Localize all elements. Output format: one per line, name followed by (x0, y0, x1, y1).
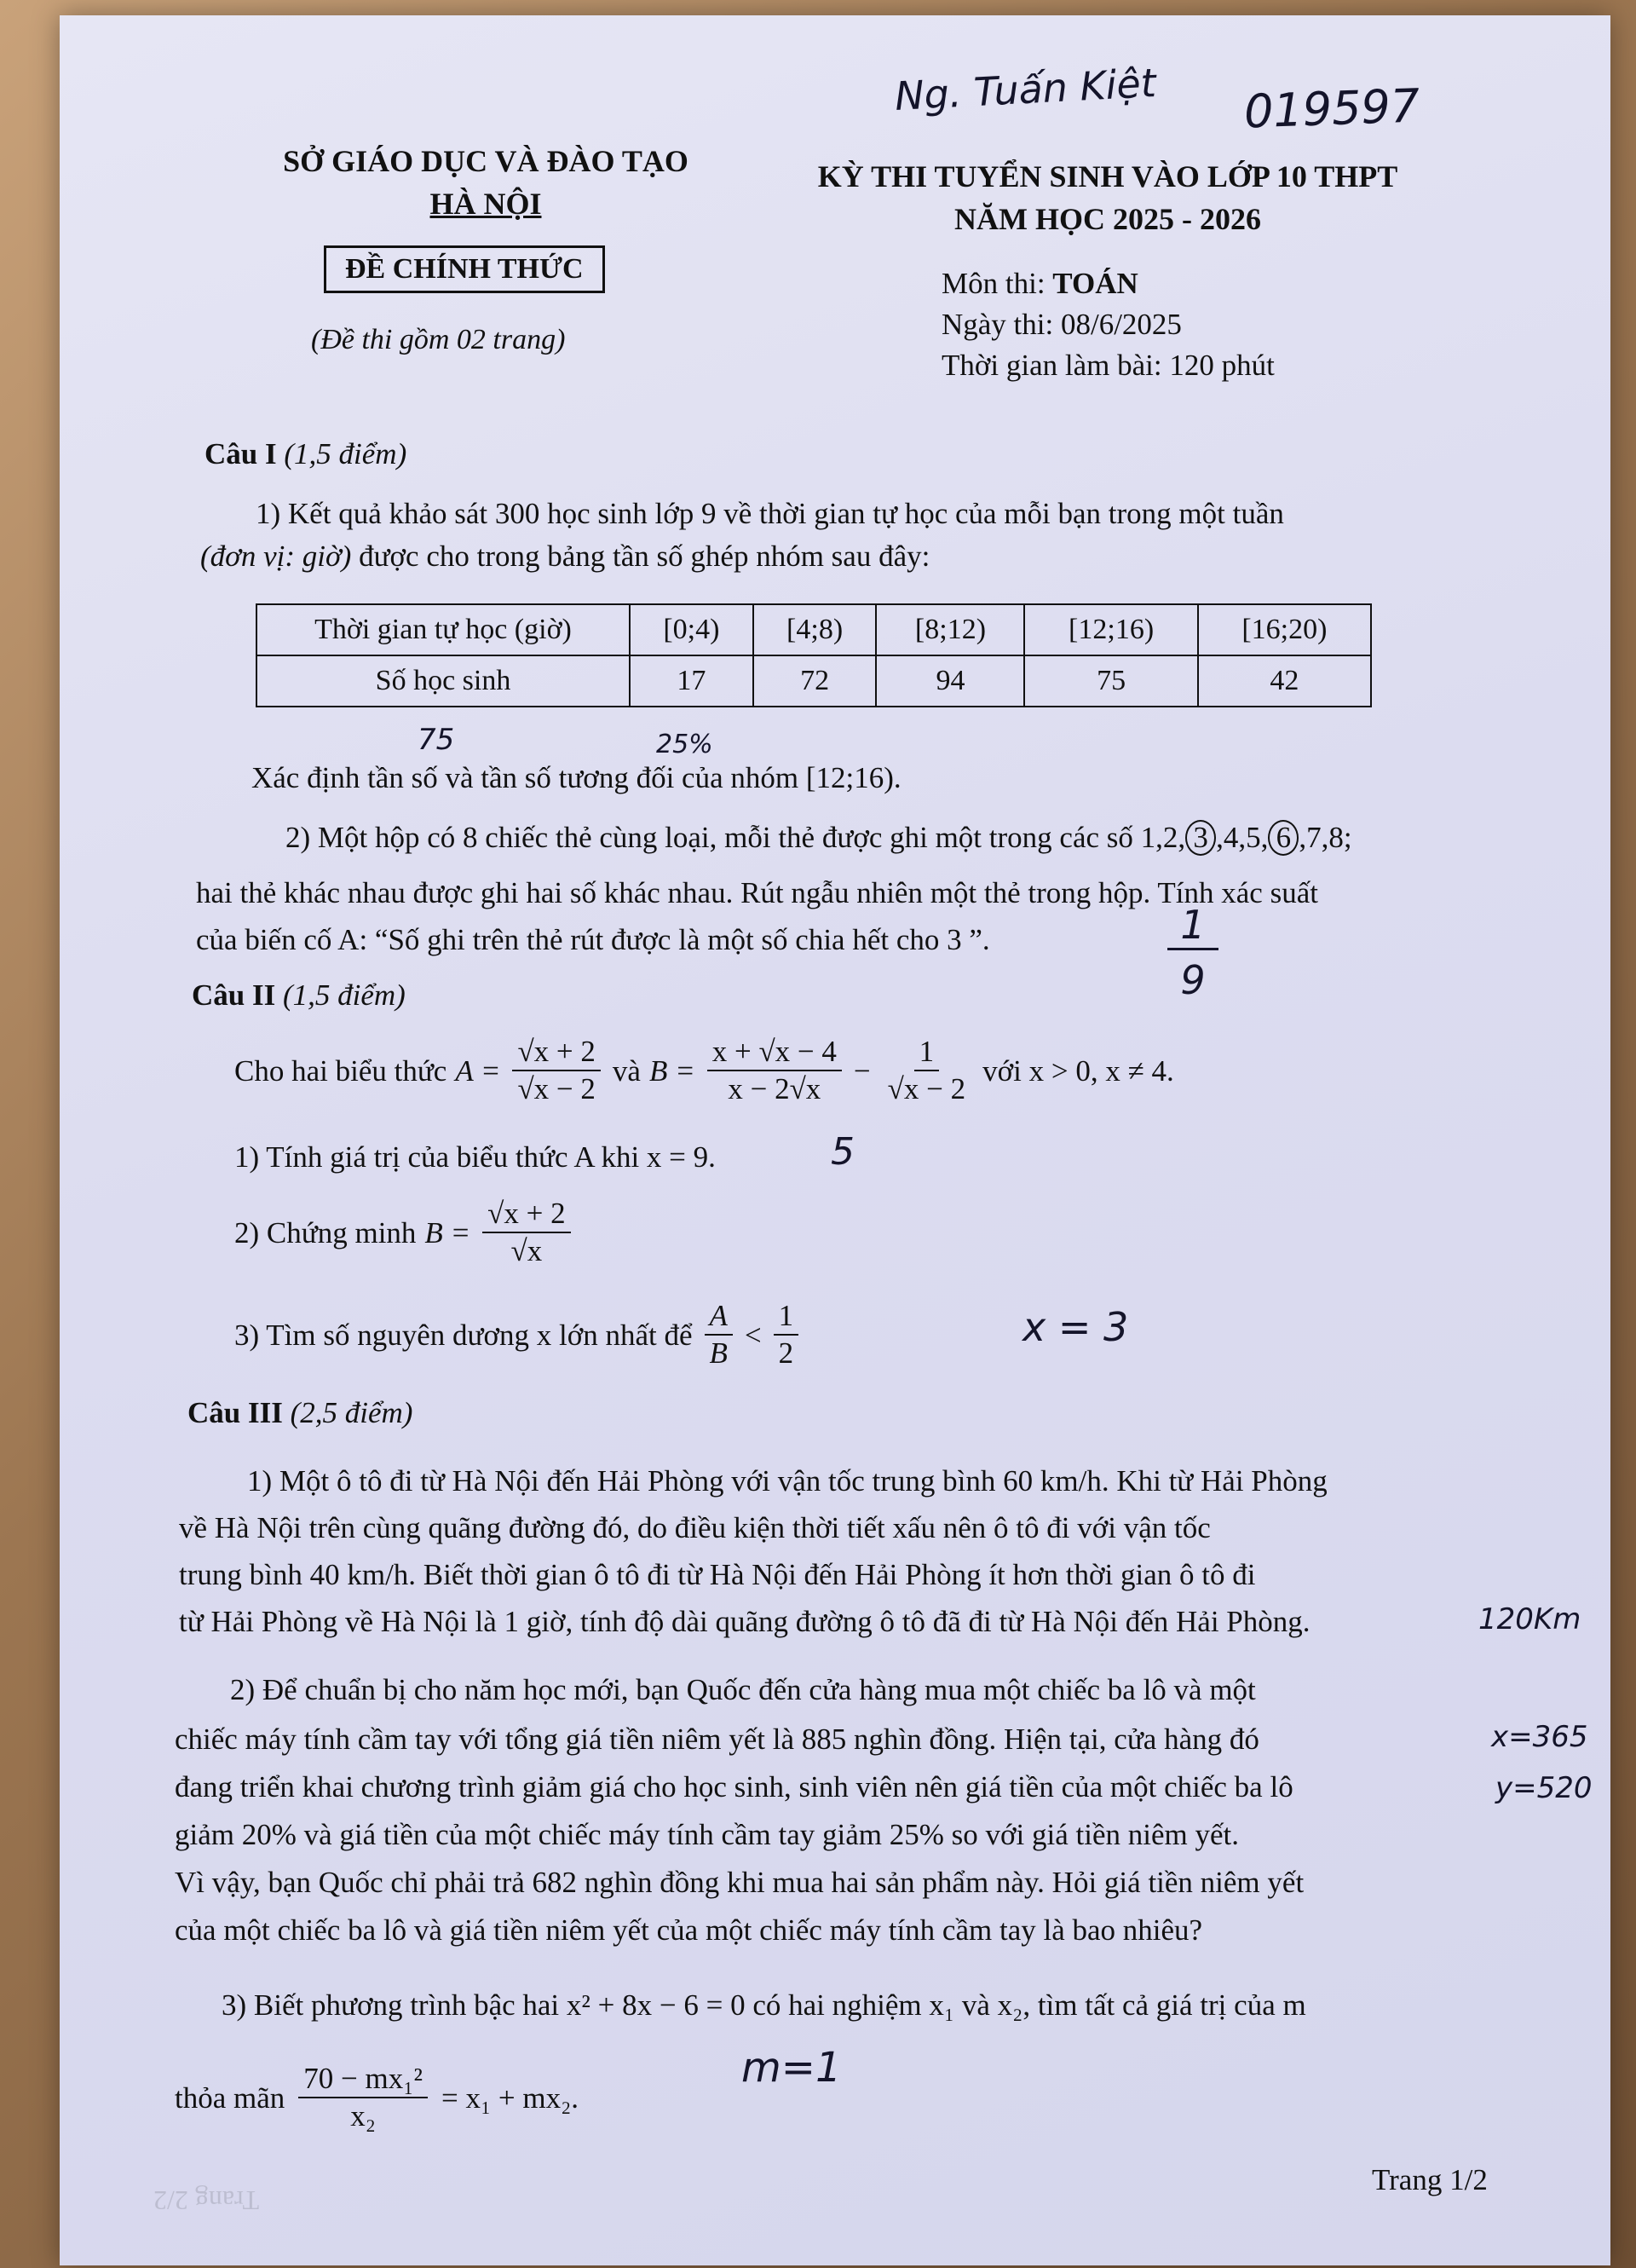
table-cell: [4;8) (753, 604, 877, 655)
handwritten-distance: 120Km (1478, 1602, 1581, 1636)
handwritten-rel-freq: 25% (656, 730, 713, 759)
frequency-table (256, 603, 1372, 707)
q3-part2-line1: 2) Để chuẩn bị cho năm học mới, bạn Quốc đến cửa hàng mua một chiếc ba lô và một (230, 1673, 1256, 1706)
q3-part2-line3: đang triển khai chương trình giảm giá cho học sinh, sinh viên nên giá tiền của một chiếc ba lô (175, 1770, 1293, 1803)
table-cell: 42 (1198, 655, 1371, 707)
fraction-b-result: $\frac{√x + 2}{√x}$ (482, 1196, 570, 1269)
fraction-b2: $\frac{1}{√x - 2}$ (887, 1035, 966, 1105)
table-cell: 72 (753, 655, 877, 707)
fraction-half: $\frac{1}{2}$ (774, 1298, 799, 1371)
official-label: ĐỀ CHÍNH THỨC (324, 245, 605, 293)
q3-part2-line2: chiếc máy tính cầm tay với tổng giá tiền niêm yết là 885 nghìn đồng. Hiện tại, cửa hàng đó (175, 1723, 1259, 1756)
question-3-title: Câu III (2,5 điểm) (187, 1396, 413, 1429)
subject-line (942, 267, 1138, 301)
page-number: Trang 1/2 (1372, 2163, 1488, 2196)
handwritten-calculator-price: y=520 (1495, 1771, 1593, 1805)
table-cell: [0;4) (630, 604, 753, 655)
table-row (256, 655, 1371, 707)
fraction-a: $\frac{√x + 2}{√x - 2}$ (512, 1034, 600, 1107)
q3-part1-line1: 1) Một ô tô đi từ Hà Nội đến Hải Phòng với vận tốc trung bình 60 km/h. Khi từ Hải Phòng (247, 1464, 1328, 1498)
fraction-condition: $\frac{\text{70 − mx₁²}}{\text{x₂}}$ (298, 2061, 428, 2134)
question-2-title: Câu II (1,5 điểm) (192, 978, 406, 1012)
handwritten-code: 019597 (1242, 78, 1421, 139)
q3-part3-line2: thỏa mãn $\frac{\text{70 − mx₁²}}{\text{x₂}}$ = x₁ + mx₂. (175, 2062, 579, 2132)
exam-paper (60, 15, 1610, 2265)
question-1-title: Câu I (1,5 điểm) (204, 437, 407, 470)
q3-part2-line5: Vì vậy, bạn Quốc chỉ phải trả 682 nghìn đồng khi mua hai sản phẩm này. Hỏi giá tiền niêm yết (175, 1866, 1305, 1899)
q3-part2-line4: giảm 20% và giá tiền của một chiếc máy tính cầm tay giảm 25% so với giá tiền niêm yết. (175, 1818, 1239, 1851)
q2-part1: 1) Tính giá trị của biểu thức A khi x = 9. (234, 1140, 716, 1174)
fraction-b1: $\frac{x + √x - 4}{x - 2√x}$ (707, 1034, 842, 1107)
pages-note: (Đề thi gồm 02 trang) (311, 324, 566, 355)
q1-part2-line2: hai thẻ khác nhau được ghi hai số khác nhau. Rút ngẫu nhiên một thẻ trong hộp. Tính xác suất (196, 876, 1318, 909)
handwritten-answer-m: m=1 (741, 2044, 842, 2092)
q1-part2-line1: 2) Một hộp có 8 chiếc thẻ cùng loại, mỗi thẻ được ghi một trong các số 1,2, 3 ,4,5, 6 ,7,8; (285, 821, 1352, 854)
table-row (256, 604, 1371, 655)
subject-name: TOÁN (1052, 267, 1138, 300)
q3-part1-line3: trung bình 40 km/h. Biết thời gian ô tô đi từ Hà Nội đến Hải Phòng ít hơn thời gian ô tô đi (179, 1558, 1256, 1591)
table-cell: [12;16) (1024, 604, 1197, 655)
q3-part1-line4: từ Hải Phòng về Hà Nội là 1 giờ, tính độ dài quãng đường ô tô đã đi từ Hà Nội đến Hải Phòng. (179, 1605, 1311, 1638)
department-line1: SỞ GIÁO DỤC VÀ ĐÀO TẠO (283, 144, 688, 178)
exam-year: NĂM HỌC 2025 - 2026 (954, 202, 1261, 236)
circled-3: 3 (1185, 820, 1216, 856)
handwritten-answer-x: x = 3 (1022, 1304, 1129, 1350)
handwritten-name: Ng. Tuấn Kiệt (893, 60, 1157, 119)
handwritten-prob-num: 1 (1167, 902, 1218, 950)
q1-part2-line3: của biến cố A: “Số ghi trên thẻ rút được là một số chia hết cho 3 ”. (196, 923, 990, 956)
exam-title: KỲ THI TUYỂN SINH VÀO LỚP 10 THPT (817, 159, 1398, 193)
table-cell: 17 (630, 655, 753, 707)
q2-expressions: Cho hai biểu thức A = $\frac{√x + 2}{√x - 2}$ và B = $\frac{x + √x - 4}{x - 2√x}$ − $\frac{1}{√x - 2}$ với x > 0, x ≠ 4. (234, 1035, 1174, 1105)
q2-part3: 3) Tìm số nguyên dương x lớn nhất để $\frac{A}{B}$ < $\frac{1}{2}$ (234, 1298, 802, 1371)
department-line2: HÀ NỘI (429, 187, 542, 221)
q1-part1-task: Xác định tần số và tần số tương đối của nhóm [12;16). (251, 761, 902, 794)
table-cell: 94 (876, 655, 1024, 707)
q1-part1-line1: 1) Kết quả khảo sát 300 học sinh lớp 9 về thời gian tự học của mỗi bạn trong một tuần (256, 497, 1284, 530)
q1-part1-line2: (đơn vị: giờ) được cho trong bảng tần số ghép nhóm sau đây: (200, 540, 930, 573)
handwritten-answer-a: 5 (831, 1130, 855, 1174)
q3-part2-line6: của một chiếc ba lô và giá tiền niêm yết của một chiếc máy tính cầm tay là bao nhiêu? (175, 1913, 1203, 1947)
official-badge (324, 245, 605, 293)
exam-duration: Thời gian làm bài: 120 phút (942, 349, 1275, 382)
fraction-a-over-b: $\frac{A}{B}$ (705, 1298, 733, 1371)
table-header-cell: Số học sinh (256, 655, 630, 707)
exam-date: Ngày thi: 08/6/2025 (942, 308, 1182, 341)
handwritten-freq: 75 (418, 723, 455, 757)
q2-part2: 2) Chứng minh B = $\frac{√x + 2}{√x}$ (234, 1196, 574, 1269)
table-cell: [8;12) (876, 604, 1024, 655)
handwritten-backpack-price: x=365 (1491, 1720, 1588, 1754)
table-header-cell: Thời gian tự học (giờ) (256, 604, 630, 655)
table-cell: [16;20) (1198, 604, 1371, 655)
handwritten-prob-den: 9 (1180, 957, 1206, 1003)
subject-label: Môn thi: (942, 267, 1053, 300)
q3-part3-line1: 3) Biết phương trình bậc hai x² + 8x − 6 = 0 có hai nghiệm x₁ và x₂, tìm tất cả giá trị của m (222, 1988, 1306, 2022)
circled-6: 6 (1268, 820, 1299, 856)
q3-part1-line2: về Hà Nội trên cùng quãng đường đó, do điều kiện thời tiết xấu nên ô tô đi với vận tốc (179, 1511, 1211, 1544)
bleed-through-page-number: Trang 2/2 (153, 2185, 260, 2216)
table-cell: 75 (1024, 655, 1197, 707)
